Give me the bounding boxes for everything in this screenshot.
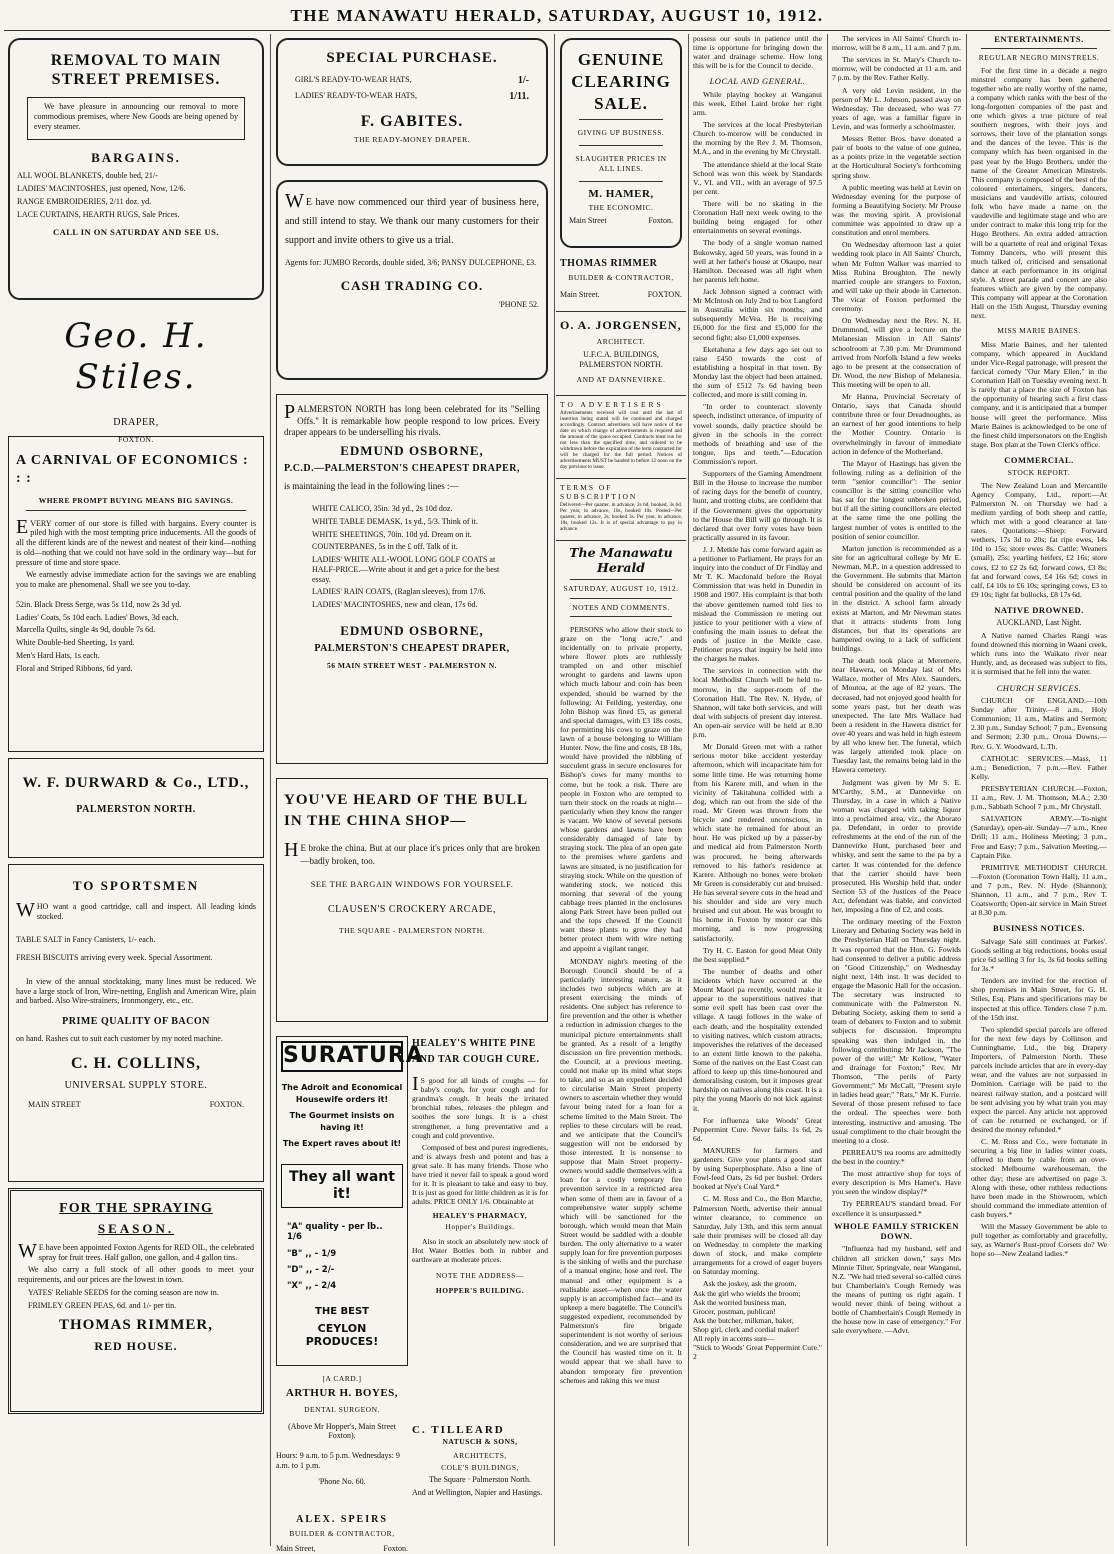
column-5 — [829, 34, 964, 1546]
news-paragraph: Jack Johnson signed a contract with Mr McIntosh on July 2nd to box Langford in Australia within six months, and subsequently McVea. He is receiving £6,000 for the first and £5,000 for the second fight; also £1,000 expenses. — [693, 286, 822, 342]
church-paragraph: CATHOLIC SERVICES.—Mass, 11 a.m.; Benediction, 7 p.m.—Rev. Father Kelly. — [971, 753, 1107, 781]
osborne-item: WHITE CALICO, 35in. 3d yd., 2s 10d doz. — [312, 504, 453, 514]
healey-address: HOPPER'S BUILDING. — [435, 1285, 525, 1295]
right-stack — [412, 1036, 548, 1554]
news-paragraph: The attendance shield at the local State School was won this week by Standards V., VI. and VII., with an average of 97.5 per cent. — [693, 159, 822, 196]
osborne-item: WHITE SHEETINGS, 70in. 10d yd. Dream on it. — [312, 529, 472, 539]
ad-suratura — [276, 1036, 424, 1366]
ad-special-purchase — [276, 38, 548, 166]
column-2 — [272, 34, 552, 1554]
gabites-name: F. GABITES. — [360, 112, 464, 130]
carnival-body: We earnestly advise immediate action for the savings we are enabling you to make are phenomenal. Shall we see you to-day. — [16, 570, 256, 590]
lower-ads — [276, 1036, 548, 1554]
suratura-quality: "D" ,, - 2/- — [287, 1265, 335, 1276]
news-paragraph: Mr Donald Green met with a rather serious motor bike accident yesterday afternoon, which will incapacitate him for some little time. He was returning home from his Karere mill, and when in the vicinity of Takitahuna collided with a dog, which ran out from the side of the road. Mr Green was thrown from the bicycle and rendered unconscious, in which state he remained for about an hour. He was picked up by a passer-by and medical aid from Palmerston North was procured, he being afterwards removed to his father's residence at Karere. Although no bones were broken Mr Green is considerably cut and bruised. He has several severe cuts in the head and his shoulder and side are very much bruised and cut about. He was brought to his home in Foxton by motor car this morning, and is now progressing satisfactorily. — [693, 742, 822, 943]
purchase-item: GIRL'S READY-TO-WEAR HATS, — [295, 75, 412, 85]
notes-title: NOTES AND COMMENTS. — [572, 602, 670, 612]
terms-body: Delivered—Per quarter, in advance, 2s 6d, booked, 3s 6d. Per year, in advance, 10s, booked 10s. Posted—Per quarter, in advance, 2s, booked 3s. Per year, in advance, 10s, booked 12s. It is of special advantage to pay in advance. — [560, 502, 682, 532]
ad-removal — [8, 38, 264, 300]
collins-street: MAIN STREET — [28, 1099, 81, 1109]
news-paragraph: The body of a single woman named Bukowsky, aged 50 years, was found in a well at her father's house at Okaupo, near Hamilton. Deceased was all right when her parents left home. — [693, 238, 822, 284]
healey-body: Also in stock an absolutely new stock of Hot Water Bottles both in rubber and earthware at moderate prices. — [412, 1236, 548, 1265]
notes-text — [556, 625, 686, 1385]
carnival-item: 52in. Black Dress Serge, was 5s 11d, now 2s 3d yd. — [16, 599, 182, 609]
cash-body: WE have now commenced our third year of business here, and still intend to stay. We thank our many customers for their support and invite others to give us a trial. — [285, 190, 539, 246]
bull-body: HE broke the china. But at our place it's prices only that are broken—badly broken, too. — [284, 839, 540, 866]
rimmer-builder-town: FOXTON. — [647, 290, 682, 300]
boyes-name: ARTHUR H. BOYES, — [285, 1387, 399, 1400]
news-paragraph: There will be no skating in the Coronation Hall next week owing to the building being engaged for other entertainments on several evenings. — [693, 199, 822, 236]
ad-stiles — [4, 306, 268, 445]
speirs-street: Main Street, — [276, 1544, 316, 1554]
masthead-rule — [4, 30, 1110, 31]
ad-clearing-sale — [560, 38, 682, 248]
stiles-place: FOXTON. — [118, 435, 154, 445]
tilleard-also: And at Wellington, Napier and Hastings. — [412, 1487, 543, 1497]
column-rule — [270, 34, 271, 1546]
carnival-title: A CARNIVAL OF ECONOMICS : : : — [16, 453, 249, 487]
hamer-sub: THE ECONOMIC. — [588, 203, 654, 213]
rimmer-name: THOMAS RIMMER, — [59, 1317, 213, 1334]
business-paragraph: Salvage Sale still continues at Parkes'. Goods selling at big reductions, books usual price 6d selling 3 for 1s, 3s 6d books selling for 3s.* — [971, 936, 1107, 974]
collins-town: FOXTON. — [209, 1099, 244, 1109]
healey-text — [412, 1073, 548, 1207]
speirs-town: Foxton. — [383, 1544, 408, 1554]
healey-building: Hopper's Buildings. — [445, 1221, 515, 1231]
church-paragraph: CHURCH OF ENGLAND.—10th Sunday after Trinity.—8 a.m., Holy Communion; 11 a.m., Matins and Sermon; 2.30 p.m., Sunday School; 7 p.m., Evensong and Sermon; 2.30 p.m., Oroua Downs.—Rev. G. Y. Woodward, L.Th. — [971, 695, 1107, 751]
advertisers-title: TO ADVERTISERS — [560, 400, 664, 409]
collins-store: UNIVERSAL SUPPLY STORE. — [64, 1079, 208, 1091]
clausen-address: THE SQUARE - PALMERSTON NORTH. — [338, 925, 486, 935]
column-rule — [688, 34, 689, 1546]
column-4 — [690, 34, 825, 1546]
business-paragraph: Tenders are invited for the erection of shop premises in Main Street, for G. H. Stiles, Esq. Plans and specifications may be inspected at this office. Tenders close 7 p.m. of the 15th inst. — [971, 976, 1107, 1022]
entertainments-heading: ENTERTAINMENTS. — [994, 34, 1084, 44]
clausen-name: CLAUSEN'S CROCKERY ARCADE, — [327, 903, 497, 915]
sportsmen-biscuits: FRESH BISCUITS arriving every week. Special Assortment. — [16, 953, 213, 963]
spraying-body: WE have been appointed Foxton Agents for RED OIL, the celebrated spray for fruit trees. Half gallon, one gallon, and 4 gallon tins. — [18, 1239, 254, 1262]
divider — [579, 145, 663, 146]
ad-clausen — [276, 778, 548, 1022]
healey-pharmacy: HEALEY'S PHARMACY, — [432, 1210, 528, 1220]
news-paragraph: MANURES for farmers and gardeners. Give your plants a good start by using Superphosphate. Also a line of Fowl-feed Oats, 2s 6d per bushel. Orders booked at Nye's Coal Yard.* — [693, 1145, 822, 1192]
divider — [579, 181, 663, 182]
news-paragraph: J. J. Metkle has come forward again as a petitioner to Parliament. He prays for an inquiry into the conduct of Dr Findlay and Mr T. K. Macdonald before the Royal Commission that was held in Dunedin in 1908 and 1907. His complaint is that both the above gentlemen named told lies to mislead the Commission re meting out justice to your petitioner with a view of confusing the main issues to defeat the ends of justice in the Meikle case. Petitioner prays that inquiry be held into the charges he makes. — [693, 544, 822, 664]
purchase-title: SPECIAL PURCHASE. — [326, 50, 498, 66]
durward-place: PALMERSTON NORTH. — [76, 803, 196, 815]
gabites-sub: THE READY-MONEY DRAPER. — [353, 135, 470, 145]
healey-note: NOTE THE ADDRESS— — [436, 1270, 524, 1280]
clearing-giving: GIVING UP BUSINESS. — [577, 128, 665, 138]
divider — [981, 48, 1097, 49]
purchase-item: LADIES' READY-TO-WEAR HATS, — [295, 91, 417, 101]
news-paragraph: Eketahuna a few days ago set out to raise £450 towards the cost of establishing a hospital in that town. By Monday last the object had been attained, the sum of £512 7s 6d having been collected, and more is still coming in. — [693, 344, 822, 400]
suratura-ceylon: CEYLON PRODUCES! — [305, 1321, 379, 1349]
speirs-name: ALEX. SPEIRS — [296, 1514, 388, 1525]
news-paragraph: For influenza take Woods' Great Peppermint Cure. Never fails. 1s 6d, 2s 6d. — [693, 1115, 822, 1143]
column-1 — [4, 34, 268, 1546]
durward-title: W. F. DURWARD & Co., LTD., — [22, 775, 250, 791]
boyes-phone: 'Phone No. 60. — [318, 1476, 366, 1486]
healey-title: HEALEY'S WHITE PINE AND TAR COUGH CURE. — [412, 1038, 540, 1065]
business-paragraph: Will the Massey Government be able to pull together as comfortably and gracefully, say, as Warner's Rust-proof Corsets do? We hope so—New Zealand ladies.* — [971, 1222, 1107, 1259]
to-advertisers — [556, 396, 686, 479]
ad-boyes — [276, 1374, 408, 1508]
carnival-item: Floral and Striped Ribbons, 6d yard. — [16, 663, 133, 673]
carnival-body: EVERY corner of our store is filled with bargains. Every counter is piled high with the most tempting price inducements. All the goods of all the different kinds are of the newest and neatest of their kind—nothing is old—nothing that we could not have sold in the ordinary way—but for pressure of time and store space. — [16, 515, 256, 567]
purchase-price: 1/11. — [509, 91, 529, 103]
cash-name: CASH TRADING CO. — [340, 277, 484, 293]
news-paragraph: The New Zealand Loan and Mercantile Agency Company, Ltd., report:—At Palmerston N. on Thursday we had a medium yarding of both sheep and cattle, which met with a good clearance at late rates. Quotations:—Sheep: Forward wethers, 17s 3d to 20s; fat ripe ewes, 14s 10d to 15s; store ewes 8s. Cattle: Weaners (small), 25s; yearling heifers, £2 16s; store cows, £2 to £2 2s 6d, forward cows, £3 8s; fat and forward cows, £4 16s 6d; cows in calf, £4 10s to £6 10s; springing cows, £3 to £9 10s; light fat bullocks, £8 17s 6d. — [971, 480, 1107, 599]
hamer-street: Main Street — [569, 216, 607, 226]
church-paragraph: SALVATION ARMY.—To-night (Saturday), open-air. Sunday—7 a.m., Knee Drill; 11 a.m., Holiness Meeting; 3 p.m., Free and Easy; 7 p.m., Salvation Meeting.—Captain Pike. — [971, 814, 1107, 860]
jorgensen-name: O. A. JORGENSEN, — [560, 318, 682, 332]
church-heading: CHURCH SERVICES. — [996, 682, 1082, 693]
carnival-list — [16, 600, 256, 674]
column-rule — [827, 34, 828, 1546]
news-paragraph: Try PERREAU'S standard bread. For excellence it is unsurpassed.* — [832, 1199, 961, 1218]
osborne-item: WHITE TABLE DEMASK, 1s yd., 5/3. Think of it. — [312, 516, 478, 526]
news-paragraph: The Mayor of Hastings has given the following ruling as a definition of the term "senior councillor": The senior councillor is the sitting councillor who has sat for the longest unbroken period, but if all the sitting councillors are elected at the same time the one polling the largest number of votes is entitled to the position of senior councillor. — [832, 458, 961, 541]
stiles-signature: Geo. H. Stiles. — [64, 316, 208, 398]
hamer-name: M. HAMER, — [588, 187, 654, 200]
osborne-item: LADIES' MACINTOSHES, new and clean, 17s 6d. — [312, 600, 478, 610]
collins-name: C. H. COLLINS, — [70, 1055, 202, 1073]
news-paragraph: The ordinary meeting of the Foxton Literary and Debating Society was held in the Presbyterian Hall on Thursday night. It was reported that the Hon. G. Fowlds had consented to deliver a public address on "Good Citizenship," on Wednesday night next, 14th inst. It was decided to engage the Masonic Hall for the occasion. The secretary was instructed to communicate with the Palmerston N. Debating Society, asking them to send a team of debaters to Foxton and to submit subjects for discussion. Impromptu speaking was then indulged in, the following contributing: Mr Jackson, "The power of the will;" Mr Kellow, "Water and drainage for Foxton;" Rev. Mr Thomson, "The perils of Party Government;" Mr McCall, "Present style in ladies head gear;" "Rats," Mr K. Furrie. Several of those present refused to face the ordeal. The speeches were both interesting, instructive and amusing. The usual compliment to the chair brought the meeting to a close. — [832, 917, 961, 1145]
ad-jorgensen — [556, 312, 686, 396]
jorgensen-building: U.F.C.A. BUILDINGS, PALMERSTON NORTH. — [579, 349, 663, 369]
ad-spraying — [8, 1188, 264, 1414]
news-paragraph: The services in All Saints' Church to-morrow, will be 8 a.m., 11 a.m. and 7 p.m. — [832, 34, 961, 53]
news-paragraph: The death took place at Meremere, near Hawera, on Monday last of Mrs Wallace, mother of Mrs Alex. Saunders, of Moutoa, at the age of 82 years. The deceased, had not enjoyed good health for some years past, but her death was unexpected. The late Mrs Wallace had been a resident in the Hawera district for over 40 years and was held in high esteem by all who knew her. The funeral, which was largely attended took place on Tuesday last, the remains being laid in the Hawera cemetery. — [832, 656, 961, 775]
suratura-line: The Adroit and Economical Housewife orders it! — [281, 1082, 403, 1104]
purchase-line — [295, 91, 529, 103]
news-paragraph: A Native named Charles Rangi was found drowned this morning in Waani creek, which runs into the Waikato river near Huntly, and, as deceased was subject to fits, it is surmised that he fell into the water. — [971, 631, 1107, 677]
sportsmen-salt: TABLE SALT in Fancy Canisters, 1/- each. — [16, 935, 156, 945]
business-heading: BUSINESS NOTICES. — [992, 923, 1086, 934]
speirs-address — [276, 1544, 408, 1554]
spraying-body: FRIMLEY GREEN PEAS, 6d. and 1/- per tin. — [28, 1300, 177, 1310]
spraying-body: YATES' Reliable SEEDS for the coming season are now in. — [28, 1287, 219, 1297]
news-paragraph: While playing hockey at Wanganui this week, Ethel Laird broke her right arm. — [693, 89, 822, 118]
ad-speirs — [276, 1514, 408, 1554]
bargains-item: RANGE EMBROIDERIES, 2/11 doz. yd. — [17, 196, 152, 206]
news-paragraph: Ask the joskey, ask the groom, Ask the girl who wields the broom; Ask the worried business man, Grocer, postman, publican! Ask the butcher, milkman, baker, Shop girl, clerk and cordial maker! All reply in accents sure— "Stick to Woods' Great Peppermint Cure." 2 — [693, 1279, 822, 1362]
jorgensen-also: AND AT DANNEVIRKE. — [576, 375, 666, 385]
column-6 — [968, 34, 1110, 1546]
news-paragraph: Supporters of the Gaming Amendment Bill in the House to increase the number of racing days for the benefit of country, hunt, and trotting clubs, are confident that if the Government gives the opportunity to the House the Bill will go through. It is declared that over forty votes have been practically assured in its favour. — [693, 469, 822, 542]
osborne-body: PALMERSTON NORTH has long been celebrated for its "Selling Offs." It is remarkable how people respond to low prices. Every draper appears to be underselling his rivals. — [284, 401, 540, 438]
subscription-terms — [556, 479, 686, 541]
boyes-role: DENTAL SURGEON. — [304, 1404, 380, 1414]
removal-call: CALL IN ON SATURDAY AND SEE US. — [52, 227, 220, 238]
suratura-quality: "B" ,, - 1/9 — [287, 1248, 337, 1259]
terms-title: TERMS OF SUBSCRIPTION — [560, 482, 638, 501]
osborne-name: EDMUND OSBORNE, — [340, 443, 484, 459]
baines-heading: MISS MARIE BAINES. — [997, 325, 1081, 335]
news-paragraph: The services in connection with the local Methodist Church will be held to-morrow, in the supper-room of the Coronation Hall. The Rev. N. Hyde, of Shannon, will take both services, and will deal with subjects of present day interest. An open-air service will be held at 8.30 p.m. — [693, 666, 822, 740]
carnival-sub: WHERE PROMPT BUYING MEANS BIG SAVINGS. — [38, 496, 234, 506]
sportsmen-title: TO SPORTSMEN — [72, 878, 200, 893]
suratura-line: The Gourmet insists on having it! — [289, 1110, 395, 1132]
local-general-heading: LOCAL AND GENERAL. — [709, 76, 806, 87]
herald-title: The Manawatu Herald — [569, 544, 673, 576]
sportsmen-body: WHO want a good cartridge, call and inspect. All leading kinds stocked. — [16, 898, 256, 921]
cash-phone: 'PHONE 52. — [498, 299, 539, 309]
clearing-slaughter: SLAUGHTER PRICES IN ALL LINES. — [575, 154, 667, 173]
hamer-town: Foxton. — [648, 216, 673, 226]
news-paragraph: A very old Levin resident, in the person of Mr L. Johnson, passed away on Wednesday. The deceased, who was 77 years of age, was a familiar figure in Levin, and was formerly a schoolmaster. — [832, 85, 961, 131]
suratura-line: The Expert raves about it! — [282, 1138, 402, 1148]
carnival-item: Ladies' Coats, 5s 10d each. Ladies' Bows, 3d each. — [16, 612, 179, 622]
osborne-item: LADIES' RAIN COATS, (Raglan sleeves), from 17/6. — [312, 587, 486, 597]
bull-see: SEE THE BARGAIN WINDOWS FOR YOURSELF. — [310, 879, 514, 890]
ad-durward — [8, 758, 264, 858]
osborne-address: 56 MAIN STREET WEST - PALMERSTON N. — [327, 660, 497, 670]
suratura-title: SURATURA — [281, 1041, 403, 1072]
rimmer-house: RED HOUSE. — [94, 1338, 178, 1353]
carnival-item: White Double-bed Sheeting, 1s yard. — [16, 638, 135, 648]
rimmer-builder-address — [560, 290, 682, 300]
news-paragraph: Mr Hanna, Provincial Secretary of Ontario, says that Canada should contribute three or four Dreadnoughts, as an earnest of her good intentions to help the Mother Country. Ontario is overwhelmingly in favour of immediate action in defence of the Motherland. — [832, 392, 961, 456]
hamer-address — [569, 216, 673, 226]
speirs-role: BUILDER & CONTRACTOR, — [289, 1529, 395, 1539]
notes-paragraph: MONDAY night's meeting of the Borough Council should be of a particularly interesting nature, as it includes two subjects which are at present exercising the minds of residents. One subject has reference to fire prevention and the other is whether a reduction in admission charges to the municipal picture entertainments shall be granted. As a result of a lengthy discussion on fire prevention methods, the Council, at a previous meeting, could not make up its mind what steps to take, and so as an expedient decided to circularise Main Street property owners to ascertain whether they would favour being rated for a loan for a scheme limited to the Main Street. The replies to these circulars will be read, and we anticipate that the Council's suggestion will not be endorsed by those interested. It is nonsense to suppose that Main Street property-owners would saddle themselves with a loan for a costly temporary fire prevention service in a restricted area when some of them are in favour of a comprehensive water supply scheme which will be sanctioned for the borough, which would mean that Main Street would be saddled with a double burden. The only alternative to a water supply loan for fire prevention purposes is the sinking of wells and the purchase of a manual engine, hose and reel. The manual and other equipment is a realisable asset—when once the water supply is an accomplished fact—and its upkeep a mere bagatelle. The Council's suggested expedient, recommended by Palmerston's fire brigade superintendent is not worthy of serious consideration, and we are surprised that the Council has wasted time on it. It would appear that we shall have to abandon temporary fire prevention schemes and taking this we must — [560, 956, 682, 1385]
tilleard-name: C. TILLEARD — [412, 1424, 505, 1436]
news-paragraph: For the first time in a decade a negro minstrel company has been gathered together who are really worthy of the name, a company which ranks with the best of the long-forgotten companies of the past and one which gives a true picture of real southern negroes, with their joys and sorrows, their love of the plantation songs and the dances of the levee. This is the company which has been organised in the past year by the Hugo Brothers, under the name of the Greater American Minstrels. This company is composed of the best of the coloured entertainers, singers, dancers, musicians and vaudeville artists, coloured folk who have made a name on the vaudeville and legitimate stage and who are under contract to make this long trip for the Hugo Brothers. An extra added attraction will be a quartette of real and original Texas Tommy Dancers, who will present this much talked of, criticised and sensational dance at each performance in its original style. A street parade and concert are also features which are given by the company. This company will appear at the Coronation Hall on the 15th August, Thursday evening next. — [971, 65, 1107, 321]
carnival-item: Men's Hard Hats, 1s each. — [16, 650, 100, 660]
news-paragraph: Miss Marie Baines, and her talented company, which appeared in Auckland under Vice-Regal patronage, will present the farcical comedy "Our Mary Ellen," in the Coronation Hall on Tuesday evening next. It is rarely that a place the size of Foxton has the opportunity of hearing such a first class company, and it is anticipated that a bumper house will greet the performance. Miss Marie Baines is acknowledged to be one of the finest child impersonators on the English stage. Box plan at the Town Clerk's office. — [971, 339, 1107, 449]
osborne-list — [284, 495, 540, 619]
news-paragraph: The number of deaths and other incidents which have occurred at the Mount Maori pa recently, would make it appear to the superstitious natives that some evil spell has been cast over the village. A taugi follows in the wake of each death, and the hospitality extended to visiting natives, which custom attracts, impoverishes the relatives of the deceased to an extent little known to the pakeha. Some of the natives on the East Coast can afford to keep up this time-honoured and demoralising custom, but it imposes great hardship on natives along this coast. It is a pity the young Maoris do not kick against it. — [693, 966, 822, 1113]
bargains-item: LADIES' MACINTOSHES, just opened, Now, 12/6. — [17, 184, 186, 194]
news-paragraph: C. M. Ross and Co., the Bon Marche, Palmerston North, advertise their annual winter clearance, to commence on Saturday, July 13th, and this term annual sale their premises will be closed all day on Wednesday to complete the marking down of stock, and make complete arrangements for a crowd of eager buyers on Saturday morning. — [693, 1194, 822, 1277]
tilleard-name-2: NATUSCH & SONS, — [442, 1437, 518, 1447]
herald-header — [556, 541, 686, 625]
news-paragraph: "Influenza had my husband, self and children all stricken down," says Mrs Minnie Tilter, Springvale, near Wanganui, N.Z. "We had tried several so-called cures but Chamberlain's Cough Remedy was the means of putting us right again. I would never think of being without a bottle of Chamberlain's Cough Remedy in the house now in case of emergency." For sale everywhere. —Advt. — [832, 1244, 961, 1336]
osborne-item: COUNTERPANES, 5s in the £ off. Talk of it. — [312, 542, 458, 552]
suratura-quality: "X" ,, - 2/4 — [287, 1281, 337, 1292]
sportsmen-stock: In view of the annual stocktaking, many lines must be reduced. We have a large stock of Iron, Wire-netting, English and American Wire, plain and barbed. Also Wire-strainers, Ironmongery, etc., etc. — [16, 976, 256, 1006]
news-paragraph: PERREAU'S tea rooms are admittedly the best in the country.* — [832, 1147, 961, 1167]
left-stack — [276, 1036, 424, 1554]
boyes-address: (Above Mr Hopper's, Main Street Foxton). — [288, 1421, 396, 1441]
ad-tilleard — [412, 1424, 548, 1497]
news-paragraph: Marton junction is recommended as a site for an agricultural college by Mr E. Newman, M.P., in a question addressed to the Government. He submits that Marton should be considered on account of its central position and the quality of the land in the district. A school farm already exists at Marton, and Mr Newman states that it attracts students from long distances, but that its operations are hampered owing to a lack of sufficient buildings. — [832, 543, 961, 653]
collins-address — [16, 1100, 256, 1110]
removal-notice — [27, 97, 245, 139]
removal-body: We have pleasure in announcing our removal to more commodious premises, where New Goods are being opened by every steamer. — [34, 102, 238, 131]
column-3 — [556, 34, 686, 1546]
stiles-role: DRAPER, — [113, 416, 159, 428]
divider — [579, 119, 663, 120]
notes-paragraph: PERSONS who allow their stock to graze on the "long acre," and incidentally on to private property, where flower plots are ruthlessly trampled on and other mischief wrought to gardens and lawns upon which much labour and coin has been expended, should be warned by the following: At Feilding, yesterday, one John Bishop was fined £5, as general and special damages, with £3 18s costs, for permitting his cows to graze on the lawn of a house belonging to William Hunter. Now, the fine and costs, £8 18s, would have provided the nibbling of succulent grass in secure enclosures for Bishop's cows for many months to come, but he took a risk. There are people in Foxton who are tempted to turn their stock on the roads at night—particularly when they know the ranger is vacant. We know of several persons whose gardens and lawns have been considerably damaged of late by straying stock. The plea of an open gate to the premises where gardens and lawns are situated, is no justification for straying stock. While on the question of wandering stock, we noticed this morning that several of the young cabbage trees planted in the enclosures along Park Street have been pulled out and the tops chewed. If the Council want these plants to grow they had better protect them with wire netting and appoint a vigilant ranger. — [560, 624, 682, 953]
news-paragraph: "In order to counteract slovenly speech, indistinct utterance, of impurity of vowel sounds, daily practice should be given in the schools in the correct methods of breathing and use of the tongue, lips and teeth."—Education Commission's report. — [693, 402, 822, 466]
bull-title: YOU'VE HEARD OF THE BULL IN THE CHINA SHOP— — [284, 792, 528, 829]
boyes-card: [A CARD.] — [322, 1374, 362, 1383]
ad-rimmer-builder — [556, 254, 686, 312]
healey-body: Composed of best and purest ingredients, and is always fresh and potent and has a great sale. It has many friends. Those who have tried it never fail to speak a good word for it. It is pleasant to take and easy to buy. It is just as good for little children as it is for adults. PRICE ONLY 1/6. Obtainable at — [412, 1142, 548, 1207]
spraying-body: We also carry a full stock of all other goods to meet your requirements, and our prices are the lowest in town. — [18, 1265, 254, 1285]
jorgensen-role: ARCHITECT. — [596, 336, 646, 346]
purchase-line — [295, 75, 529, 87]
rimmer-builder-role: BUILDER & CONTRACTOR, — [568, 273, 674, 283]
cash-agents: Agents for: JUMBO Records, double sided, 3/6; PANSY DULCEPHONE, £3. — [285, 258, 537, 267]
osborne-item: LADIES' WHITE ALL-WOOL LONG GOLF COATS at HALF-PRICE.—Write about it and get a price for the best essay. — [312, 555, 500, 584]
news-paragraph: The services in St. Mary's Church to-morrow, will be conducted at 11 a.m. and 7 p.m. by the Rev. Father Kelly. — [832, 55, 961, 83]
suratura-quality: "A" quality - per lb.. 1/6 — [287, 1221, 383, 1243]
rimmer-builder-street: Main Street. — [560, 290, 600, 300]
spraying-title: FOR THE SPRAYING — [59, 1201, 213, 1216]
bargains-item: ALL WOOL BLANKETS, double bed, 21/- — [17, 171, 158, 181]
news-paragraph: The services at the local Presbyterian Church to-morrow will be conducted in the morning by the Rev J. M. Thomson, M.A., and in the evening by Mr Chrystall. — [693, 120, 822, 157]
osborne-lead: is maintaining the lead in the following lines :— — [284, 481, 459, 492]
news-paragraph: On Wednesday afternoon last a quiet wedding took place in All Saints' Church, when Mr Fulton Walker was married to Miss Rubina Broughton. The newly married couple are strangers to Foxton, and will take up their abode in Carterton. The vicar of Foxton performed the ceremony. — [832, 240, 961, 314]
stock-heading: STOCK REPORT. — [1007, 468, 1071, 478]
negro-heading: REGULAR NEGRO MINSTRELS. — [978, 53, 1100, 63]
removal-title: REMOVAL TO MAIN STREET PREMISES. — [50, 52, 222, 89]
news-paragraph: Messrs Retter Bros. have donated a pair of boots to the value of one guinea, as a points prize in the vegetable section at the Horticultural Society's forthcoming spring show. — [832, 134, 961, 180]
divider — [570, 616, 672, 617]
carnival-item: Marcella Quilts, single 4s 9d, double 7s 6d. — [16, 625, 156, 635]
ad-healey — [412, 1036, 548, 1410]
purchase-price: 1/- — [517, 75, 529, 87]
divider — [570, 579, 672, 580]
news-paragraph: A public meeting was held at Levin on Wednesday evening for the purpose of forming a Beautifying Society. Mr Prouse was the moving spirit. A provisional committee was appointed to draw up a constitution and enrol members. — [832, 182, 961, 238]
tilleard-role: ARCHITECTS, — [453, 1450, 507, 1460]
business-paragraph: C. M. Ross and Co., were fortunate in securing a big line in ladies winter coats, offered to them by cable from an over-stocked Melbourne warehouseman, the other day; these are advertised on page 3. Along with these, other ruthless reductions have been made in the Showroom, which should command the immediate attention of cash buyers.* — [971, 1137, 1107, 1219]
drowned-heading: NATIVE DROWNED. — [994, 604, 1084, 615]
column-rule — [966, 34, 967, 1546]
ad-osborne — [276, 394, 548, 764]
news-paragraph: The most attractive shop for toys of every description is Mrs Hamer's. Have you seen the window display?* — [832, 1169, 961, 1197]
column-rule — [554, 34, 555, 1546]
church-paragraph: PRESBYTERIAN CHURCH.—Foxton, 11 a.m., Rev. J. M. Thomson, M.A.; 2.30 p.m., Sabbath School 7 p.m., Mr Chrystall. — [971, 783, 1107, 812]
bargains-heading: BARGAINS. — [91, 149, 181, 165]
masthead: THE MANAWATU HERALD, SATURDAY, AUGUST 10, 1912. — [290, 6, 824, 25]
news-paragraph: Judgment was given by Mr S. E. M'Carthy, S.M., at Dannevirke on Thursday, in a case in which a Native woman was charged with taking liquor into a proclaimed area, viz., the Aborato pa. Defendant, in order to provide refreshments at the end of the run of the Dannevirke Hunt, purchased beer and whisky, and sent the same to the pa by a carter. It was contended for the defence that the carrier should have been prosecuted. His Worship held that, under Section 53 of the Justices of the Peace Act, defendant was liable, and convicted her, imposing a fine of £2, and costs. — [832, 777, 961, 915]
divider — [570, 598, 672, 599]
church-paragraph: PRIMITIVE METHODIST CHURCH.—Foxton (Coronation Town Hall), 11 a.m., and 7 p.m., Rev. N. Hyde (Shannon); Shannon, 11 a.m., and 7 p.m., Rev T. Coatsworth; Open-air service in Main Street at 8.30 p.m. — [971, 862, 1107, 918]
commercial-heading: COMMERCIAL. — [1004, 455, 1074, 466]
healey-body: IS good for all kinds of coughs — for baby's cough, for your cough and for grandma's cough. It heals the irritated bronchial tubes, releases the phlegm and soothes the sore lungs. It is a chest strengthener, a lung preventative and a cough and cold preventive. — [412, 1073, 548, 1140]
tilleard-address: The Square · Palmerston North. — [429, 1474, 531, 1484]
clearing-title: GENUINE CLEARING SALE. — [571, 50, 671, 114]
stricken-heading: WHOLE FAMILY STRICKEN DOWN. — [834, 1220, 959, 1242]
business-paragraph: Two splendid special parcels are offered for the next few days by Collinson and Cunninghame, Ltd., the big Drapery Importers, of Palmerston North. These parcels include articles that are in every-day wear, and the values are not surpassed in Dominion. Carriage will be paid to the nearest railway station, and a postcard will be sent advising you by what train you may expect the parcel. Any article not approved of can be returned or exchanged, or if desired the money refunded.* — [971, 1024, 1107, 1135]
tilleard-building: COLE'S BUILDINGS, — [441, 1462, 519, 1472]
advertisers-body: Advertisements received will cost until the last of insertion being stated will be continued and charged accordingly. Contract advertisers will have notice of the date on which change of advertisements is required and the amount of the space occupied. Contracts must run for not less than the specified time, and ordered to be withdrawn before the expiration of the term contracted for will be charged for the full period. Notices of advertisements MUST be handed in before 12 noon on the day previous to issue. — [560, 410, 682, 470]
suratura-slogan: They all want it! — [281, 1164, 403, 1208]
news-paragraph: Try H. C. Easton for good Meat Only the best supplied.* — [693, 945, 822, 964]
herald-date: SATURDAY, AUGUST 10, 1912. — [563, 584, 679, 594]
bacon-heading: PRIME QUALITY OF BACON — [62, 1016, 210, 1028]
bacon-body: on hand. Rashes cut to suit each customer by my noted machine. — [16, 1034, 223, 1044]
boyes-hours: Hours: 9 a.m. to 5 p.m. Wednesdays: 9 a.m. to 1 p.m. — [276, 1451, 400, 1470]
news-paragraph: On Wednesday next the Rev. N. H. Drummond, will give a lecture on the Melanesian Mission in All Saints' schoolroom at 7.30 p.m. Mr Drummond arrived from Norfolk Island a few weeks ago to be present at the consecration of Dr. Wood, the new Bishop of Melanesia. This meeting will be open to all. — [832, 316, 961, 389]
rimmer-builder-name: THOMAS RIMMER — [560, 258, 658, 269]
ad-carnival — [8, 436, 264, 752]
ad-cash-trading — [276, 180, 548, 380]
ad-sportsmen — [8, 864, 264, 1182]
divider — [26, 510, 246, 511]
news-paragraph: possess our souls in patience until the time is opportune for bringing down the water and drainage scheme. How long this will be is for the Council to decide. — [693, 34, 822, 71]
osborne-name-2: EDMUND OSBORNE, — [340, 622, 484, 638]
osborne-pcd: P.C.D.—PALMERSTON'S CHEAPEST DRAPER, — [284, 462, 520, 474]
drowned-place: AUCKLAND, Last Night. — [996, 618, 1082, 628]
bargains-item: LACE CURTAINS, HEARTH RUGS, Sale Prices. — [17, 209, 180, 219]
spraying-title-2: SEASON. — [97, 1221, 175, 1237]
suratura-best: THE BEST — [315, 1305, 369, 1317]
osborne-sub-2: PALMERSTON'S CHEAPEST DRAPER, — [314, 642, 510, 654]
